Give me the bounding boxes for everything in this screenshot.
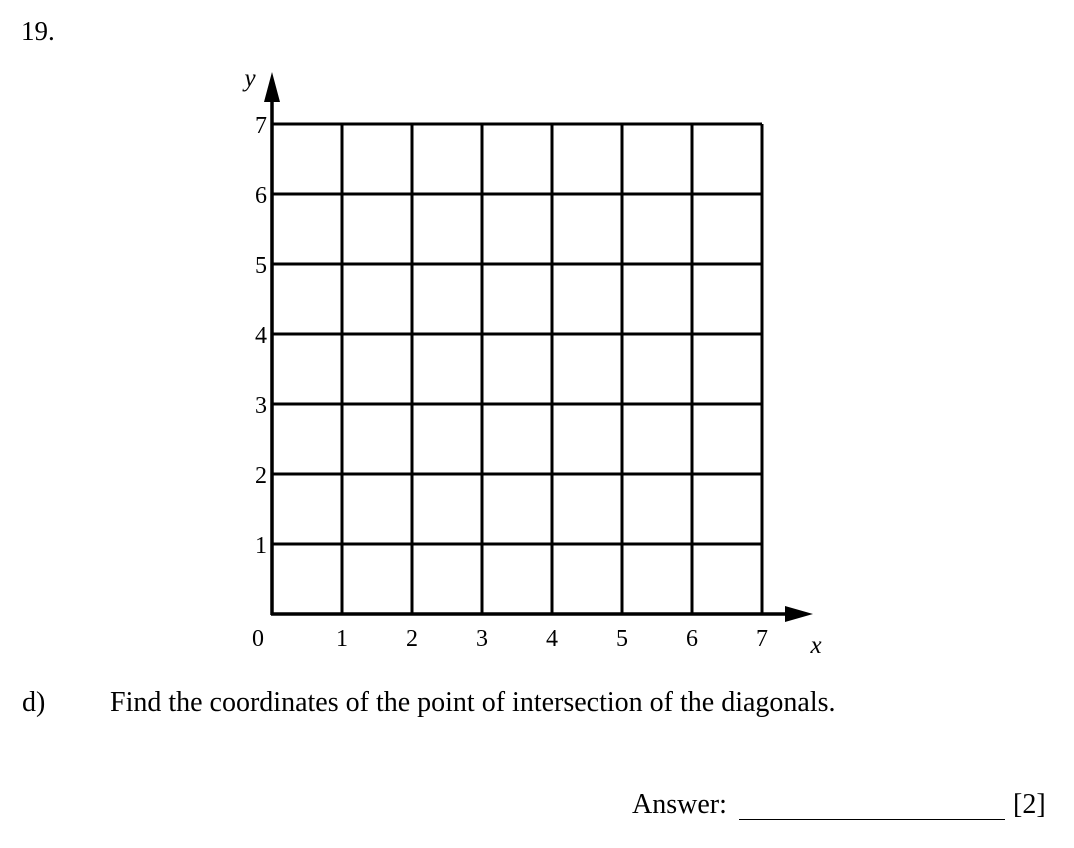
- y-tick-label: 4: [255, 323, 267, 349]
- question-number: 19.: [21, 16, 55, 46]
- y-axis-arrow: [264, 72, 280, 102]
- y-tick-label: 7: [255, 113, 267, 139]
- x-tick-label: 0: [252, 626, 264, 652]
- y-tick-label: 1: [255, 533, 267, 559]
- x-tick-label: 2: [406, 626, 418, 652]
- x-tick-label: 1: [336, 626, 348, 652]
- question-text: Find the coordinates of the point of intersection of the diagonals.: [110, 687, 836, 718]
- y-tick-label: 2: [255, 463, 267, 489]
- answer-line[interactable]: [739, 819, 1005, 820]
- marks-indicator: [2]: [1013, 789, 1046, 820]
- x-axis-arrow: [785, 606, 813, 622]
- y-tick-label: 6: [255, 183, 267, 209]
- x-tick-label: 6: [686, 626, 698, 652]
- x-tick-label: 4: [546, 626, 558, 652]
- y-tick-label: 5: [255, 253, 267, 279]
- y-tick-label: 3: [255, 393, 267, 419]
- x-axis-label: x: [810, 632, 822, 659]
- x-tick-label: 7: [756, 626, 768, 652]
- y-axis-label: y: [244, 65, 256, 92]
- answer-label: Answer:: [632, 789, 727, 820]
- part-label: d): [22, 687, 46, 718]
- x-tick-label: 5: [616, 626, 628, 652]
- x-tick-label: 3: [476, 626, 488, 652]
